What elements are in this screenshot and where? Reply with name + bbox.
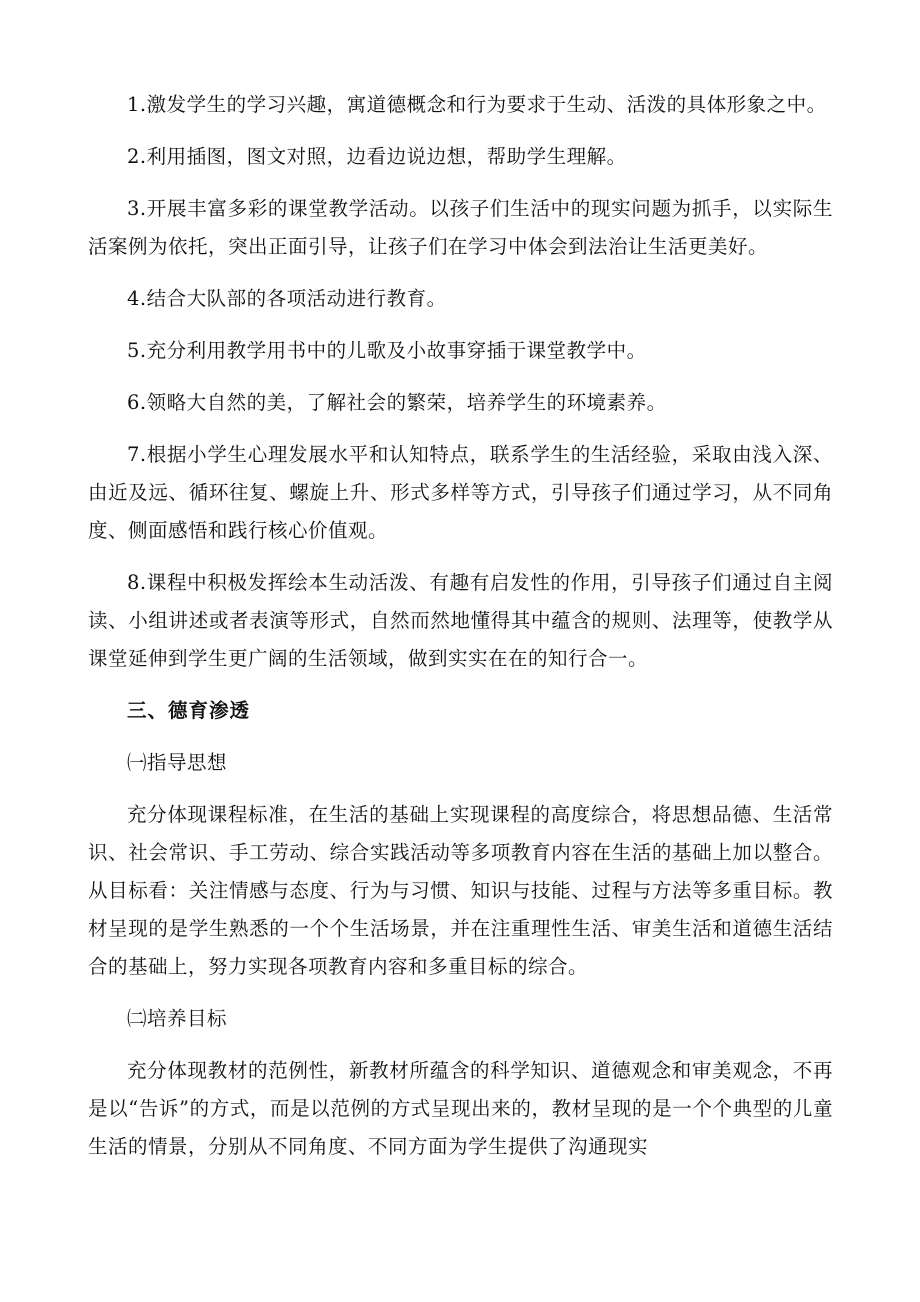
list-item-8: 8.课程中积极发挥绘本生动活泼、有趣有启发性的作用，引导孩子们通过自主阅读、小组讲述或者表演等形式，自然而然地懂得其中蕴含的规则、法理等，使教学从课堂延伸到学生更广阔的生活领域，做到实实在在的知行合一。 (88, 571, 833, 670)
document-page (88, 86, 833, 1166)
list-item-2: 2.利用插图，图文对照，边看边说边想，帮助学生理解。 (127, 145, 627, 168)
subheading-training-goal: ㈡培养目标 (127, 1007, 228, 1030)
list-item-1: 1.激发学生的学习兴趣，寓道德概念和行为要求于生动、活泼的具体形象之中。 (127, 93, 827, 116)
list-item-6: 6.领略大自然的美，了解社会的繁荣，培养学生的环境素养。 (127, 391, 667, 414)
list-item-5: 5.充分利用教学用书中的儿歌及小故事穿插于课堂教学中。 (127, 339, 647, 362)
subheading-guiding-idea: ㈠指导思想 (127, 751, 228, 774)
paragraph-training-goal: 充分体现教材的范例性，新教材所蕴含的科学知识、道德观念和审美观念，不再是以“告诉”的方式，而是以范例的方式呈现出来的，教材呈现的是一个个典型的儿童生活的情景，分别从不同角度、不同方面为学生提供了沟通现实 (88, 1059, 833, 1158)
list-item-4: 4.结合大队部的各项活动进行教育。 (127, 287, 447, 310)
list-item-3: 3.开展丰富多彩的课堂教学活动。以孩子们生活中的现实问题为抓手，以实际生活案例为依托，突出正面引导，让孩子们在学习中体会到法治让生活更美好。 (88, 197, 833, 258)
section-heading: 三、德育渗透 (127, 699, 251, 722)
list-item-7: 7.根据小学生心理发展水平和认知特点，联系学生的生活经验，采取由浅入深、由近及远、循环往复、螺旋上升、形式多样等方式，引导孩子们通过学习，从不同角度、侧面感悟和践行核心价值观。 (88, 443, 833, 542)
paragraph-guiding-idea: 充分体现课程标准，在生活的基础上实现课程的高度综合，将思想品德、生活常识、社会常识、手工劳动、综合实践活动等多项教育内容在生活的基础上加以整合。从目标看：关注情感与态度、行为与习惯、知识与技能、过程与方法等多重目标。教材呈现的是学生熟悉的一个个生活场景，并在注重理性生活、审美生活和道德生活结合的基础上，努力实现各项教育内容和多重目标的综合。 (88, 803, 833, 978)
